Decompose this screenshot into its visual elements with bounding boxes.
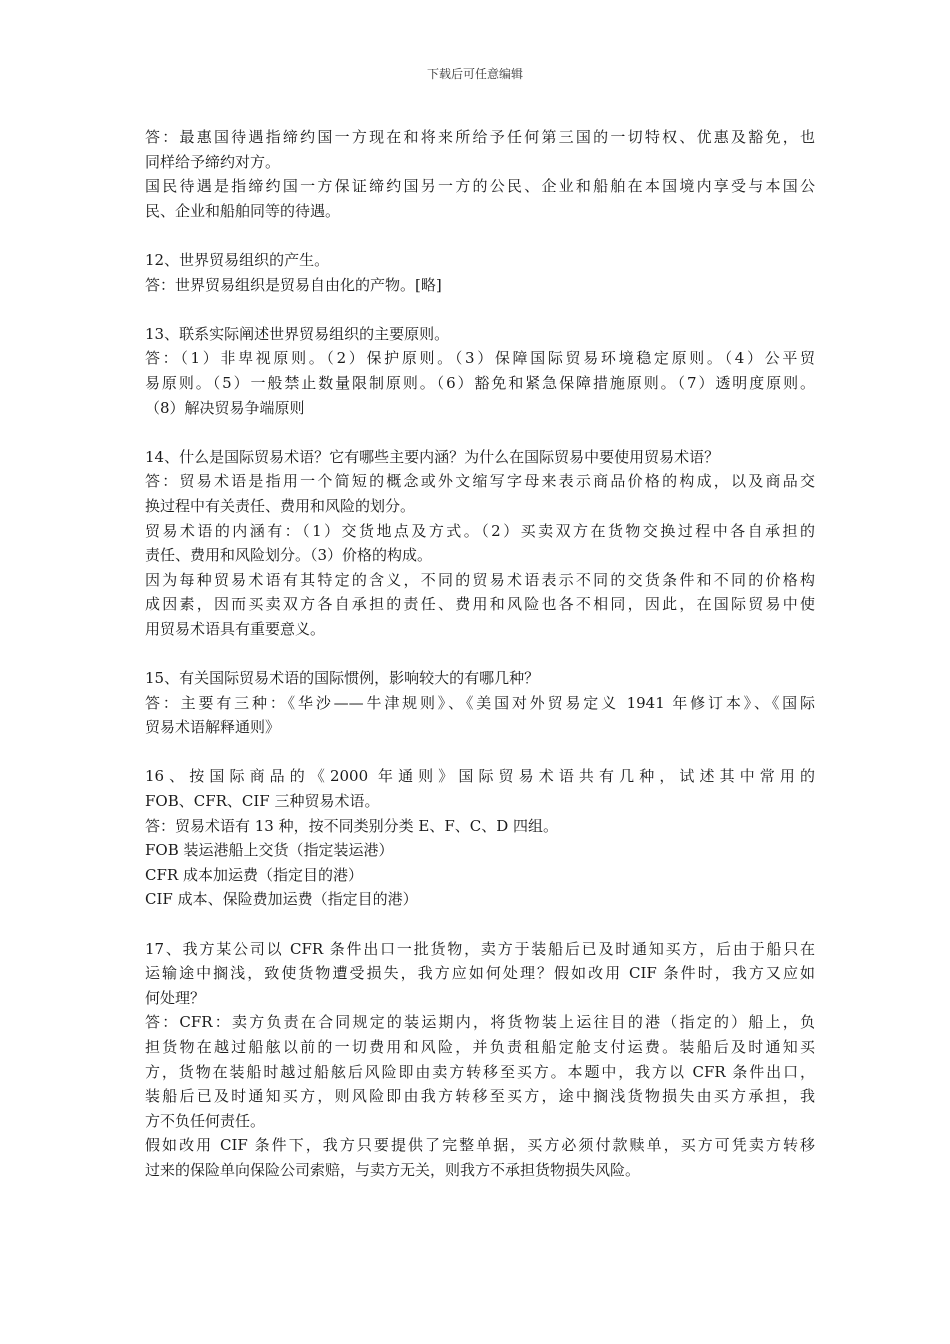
paragraph-line: 同样给予缔约对方。 [145,152,281,171]
answer-line: 答：贸易术语有 13 种，按不同类别分类 E、F、C、D 四组。 [145,816,559,835]
question-block-14 [145,445,815,642]
question-heading: 16、按国际商品的《2000 年通则》国际贸易术语共有几种，试述其中常用的 [145,767,815,786]
answer-line: 答：（1）非卑视原则。（2）保护原则。（3）保障国际贸易环境稳定原则。（4）公平贸 [145,349,815,368]
question-heading: 15、有关国际贸易术语的国际惯例，影响较大的有哪几种？ [145,669,540,688]
answer-line: CIF 成本、保险费加运费（指定目的港） [145,890,418,909]
question-heading: 12、世界贸易组织的产生。 [145,250,330,269]
answer-line: （8）解决贸易争端原则 [145,398,305,417]
paragraph-line: 国民待遇是指缔约国一方保证缔约国另一方的公民、企业和船舶在本国境内享受与本国公 [145,177,815,196]
answer-line: 易原则。（5）一般禁止数量限制原则。（6）豁免和紧急保障措施原则。（7）透明度原则。 [145,373,815,392]
answer-line: 因为每种贸易术语有其特定的含义，不同的贸易术语表示不同的交货条件和不同的价格构 [145,570,815,589]
question-block-15 [145,666,815,740]
answer-line: 答：贸易术语是指用一个简短的概念或外文缩写字母来表示商品价格的构成，以及商品交 [145,472,815,491]
answer-line: 责任、费用和风险划分。（3）价格的构成。 [145,546,433,565]
spacer [145,740,815,765]
answer-line: 方，货物在装船时越过船舷后风险即由卖方转移至买方。本题中，我方以 CFR 条件出口， [145,1062,815,1081]
question-heading: FOB、CFR、CIF 三种贸易术语。 [145,792,380,811]
answer-line: 成因素，因而买卖双方各自承担的责任、费用和风险也各不相同，因此，在国际贸易中使 [145,595,815,614]
question-block-17 [145,937,815,1183]
question-heading: 17、我方某公司以 CFR 条件出口一批货物，卖方于装船后已及时通知买方，后由于船只在 [145,939,815,958]
question-heading: 运输途中搁浅，致使货物遭受损失，我方应如何处理？假如改用 CIF 条件时，我方又应如 [145,964,815,983]
answer-line: 答：主要有三种：《华沙——牛津规则》、《美国对外贸易定义 1941 年修订本》、《国际 [145,693,815,712]
question-heading: 13、联系实际阐述世界贸易组织的主要原则。 [145,324,450,343]
question-heading: 何处理？ [145,988,206,1007]
answer-line: 用贸易术语具有重要意义。 [145,619,326,638]
spacer [145,641,815,666]
spacer [145,223,815,248]
document-body [145,125,815,1183]
answer-line: 贸易术语解释通则》 [145,718,281,737]
answer-line: 换过程中有关责任、费用和风险的划分。 [145,496,416,515]
page-header: 下载后可任意编辑 [426,67,523,81]
answer-line: 过来的保险单向保险公司索赔，与卖方无关，则我方不承担货物损失风险。 [145,1160,641,1179]
question-block-13 [145,322,815,420]
answer-line: 贸易术语的内涵有：（1）交货地点及方式。（2）买卖双方在货物交换过程中各自承担的 [145,521,815,540]
answer-line: 担货物在越过船舷以前的一切费用和风险，并负责租船定舱支付运费。装船后及时通知买 [145,1037,815,1056]
answer-line: 装船后已及时通知买方，则风险即由我方转移至买方，途中搁浅货物损失由买方承担，我 [145,1087,815,1106]
question-block-12 [145,248,815,297]
question-heading: 14、什么是国际贸易术语？它有哪些主要内涵？为什么在国际贸易中要使用贸易术语？ [145,447,720,466]
answer-line: FOB 装运港船上交货（指定装运港） [145,841,394,860]
answer-line: 答：CFR：卖方负责在合同规定的装运期内，将货物装上运往目的港（指定的）船上，负 [145,1013,815,1032]
answer-line: 假如改用 CIF 条件下，我方只要提供了完整单据，买方必须付款赎单，买方可凭卖方转移 [145,1136,815,1155]
spacer [145,420,815,445]
paragraph-line: 答：最惠国待遇指缔约国一方现在和将来所给予任何第三国的一切特权、优惠及豁免，也 [145,128,815,146]
answer-line: CFR 成本加运费（指定目的港） [145,865,363,884]
paragraph-line: 民、企业和船舶同等的待遇。 [145,201,341,220]
question-block-16 [145,764,815,912]
answer-line: 方不负任何责任。 [145,1111,266,1130]
spacer [145,297,815,322]
answer-block-11 [145,125,815,223]
spacer [145,912,815,937]
answer-line: 答：世界贸易组织是贸易自由化的产物。[略] [145,275,442,294]
